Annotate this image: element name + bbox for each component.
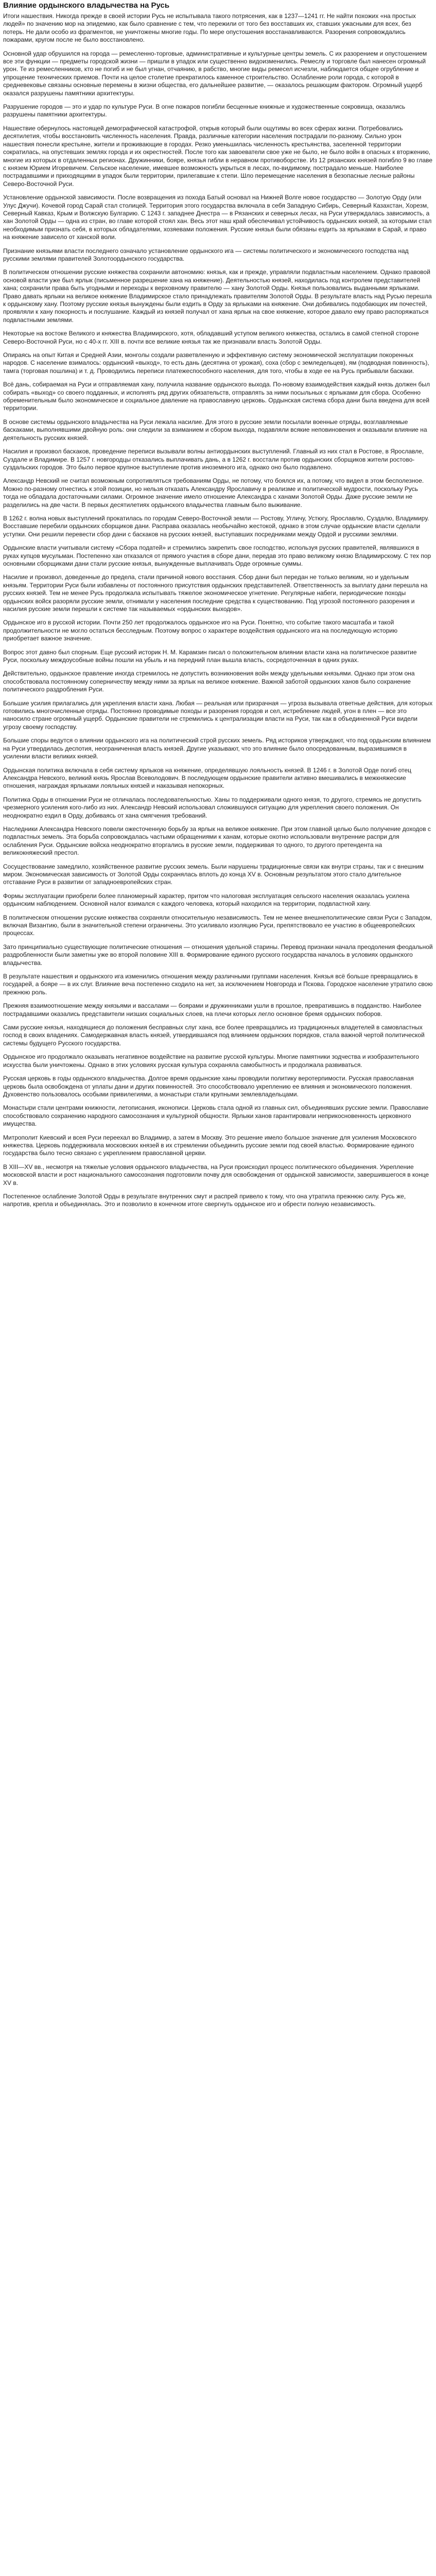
article-paragraph: В результате нашествия и ордынского ига изменились отношения между различными группами населения. Князья всё больше превращались в государей, а бояре — в их слуг. Влияние веча постепенно сходило на нет, за исключением Новгорода и Пскова. Городское население утратило свою прежнюю роль. xyxy=(3,973,433,996)
article-paragraph: Формы эксплуатации приобрели более планомерный характер, притом что налоговая эксплуатация сельского населения оказалась усилена ордынским наблюдением. Основной налог взимался с каждого человека, который находился на территории, подвластной хану. xyxy=(3,892,410,908)
article-paragraph: Зато принципиально существующие политические отношения — отношения удельной старины. Перевод признаки начала преодоления феодальной раздробленности были заметны уже во второй половине XIII в. Формирование единого русского государства началось в условиях ордынского владычества. xyxy=(3,943,433,967)
article-paragraph: Ордынские власти учитывали систему «Сбора податей» и стремились закрепить свое господство, используя русских правителей, являвшихся в руках купцов мусульман. Постепенно хан отказался от прямого участия в сборе дани, передав это право великому князю Владимирскому. С тех пор основными сборщиками дани стали русские князья, вынужденные выплачивать Орде огромные суммы. xyxy=(3,544,431,567)
article-paragraph: Ордынская политика включала в себя систему ярлыков на княжение, определявшую лояльность князей. В 1246 г. в Золотой Орде погиб отец Александра Невского, великий князь Ярослав Всеволодович. В последующем ордынские правители активно вмешивались в межкняжеские отношения, награждая ярлыками лояльных князей и наказывая непокорных. xyxy=(3,766,412,790)
article-paragraph: В политическом отношении русские княжества сохранили автономию: князья, как и прежде, управляли подвластным населением. Однако правовой основой власти уже был ярлык (письменное разрешение хана на княжение). Деятельностью князей, находилась под контролем представителей хана; сохранили права быть угодными и переходы к верховному правителю — хану Золотой Орды. Князья пользовались выданными ярлыками. Право давать ярлыки на великое княжение Владимирское стало принадлежать правителям Золотой Орды. В результате власть над Русью перешла к ордынскому хану. Поэтому русские князья вынуждены были ездить в Орду за ярлыками на княжение. Они добивались подобающих им почестей, проявляли к хану покорность и послушание. Каждый из князей получал от хана ярлык на свое княжение, которое давало ему право распоряжаться подвластными землями. xyxy=(3,268,432,324)
article-paragraph: Насилия и произвол баскаков, проведение переписи вызывали волны антиордынских выступлений. Главный из них стал в Ростове, в Ярославле, Суздале и Владимире. В 1257 г. новгородцы отказались выплачивать дань, а в 1262 г. восстали против ордынских сборщиков жители ростово-суздальских городов. Это было первое крупное выступление против иноземного ига, однако оно было подавлено. xyxy=(3,448,424,471)
article-paragraph: Монастыри стали центрами книжности, летописания, иконописи. Церковь стала одной из главных сил, объединявших русские земли. Православие способствовало сохранению народного самосознания и культурной общности. Ярлыки ханов гарантировали неприкосновенность церковного имущества. xyxy=(3,1104,429,1128)
article-paragraph: Сами русские князья, находящиеся до положения бесправных слуг хана, все более превращались из традиционных владетелей в самовластных господ в своих владениях. Самодержавная власть князей, утвердившаяся под влиянием ордынских порядков, стала важной чертой политической системы будущего Русского государства. xyxy=(3,1024,425,1047)
article-paragraph: Большие споры ведутся о влиянии ордынского ига на политический строй русских земель. Ряд историков утверждают, что под ордынским влиянием на Руси утвердилась деспотия, неограниченная власть князей. Другие указывают, что это влияние было опосредованным, выразившимся в усилении власти великих князей. xyxy=(3,737,431,760)
article-paragraph: Всё дань, собираемая на Руси и отправляемая хану, получила название ордынского выхода. По-новому взаимодействия каждый князь должен был собирать «выход» со своего подданных, и исполнять ряд других обязательств, отправлять за ними посыльных с ярлыками для сбора. Особенно обременительным было экономическое и социальное давление на православную церковь. Ордынская система сбора дани была введена для всей территории. xyxy=(3,381,430,412)
article-paragraph: Основной удар обрушился на города — ремесленно-торговые, административные и культурные центры земель. С их разорением и опустошением все эти функции — предметы городской жизни — пришли в упадок или существенно видоизменились. Ремеслу и торговле был нанесен огромный урон. Те из ремесленников, кто не погиб и не был угнан, отчаянию, в рабство, многие виды ремесел исчезли, наблюдается общее огрубление и упрощение технических приемов. Почти на целое столетие прекратилось каменное строительство. Ослабление роли города, с которой в средневековье связаны основные перемены в жизни общества, его дальнейшее развитие, — оказалось решающим фактором. Огромный ущерб оказался разрушены памятники архитектуры. xyxy=(3,49,427,97)
article-paragraph: Постепенное ослабление Золотой Орды в результате внутренних смут и распрей привело к тому, что она утратила прежнюю силу. Русь же, напротив, крепла и объединялась. Это и позволило в конечном итоге свергнуть ордынское иго и обрести полную независимость. xyxy=(3,1192,406,1208)
article-page xyxy=(0,0,436,1225)
article-paragraph: Сосуществование замедлило, хозяйственное развитие русских земель. Были нарушены традиционные связи как внутри страны, так и с внешним миром. Экономическая зависимость от Золотой Орды сохранялась вплоть до конца XV в. Основным результатом этого стало длительное отставание Руси в развитии от западноевропейских стран. xyxy=(3,862,424,886)
article-paragraph: В 1262 г. волна новых выступлений прокатилась по городам Северо-Восточной земли — Ростову, Угличу, Устюгу, Ярославлю, Суздалю, Владимиру. Восставшие перебили ордынских сборщиков дани. Расправа оказалась необычайно жестокой, однако в этом случае ордынские власти сделали уступки. Они решили перевести сбор дани с баскаков на русских князей, выступавших посредниками между Ордой и русскими землями. xyxy=(3,514,429,538)
article-paragraph: Некоторые на востоке Великого и княжества Владимирского, хотя, обладавший уступом великого княжества, остались в самой степной стороне Северо-Восточной Руси, но с 40-х гг. XIII в. почти все великие князья так же признавали власть Золотой Орды. xyxy=(3,330,419,345)
article-paragraph: Александр Невский не считал возможным сопротивляться требованиям Орды, не потому, что боялся их, а потому, что видел в этом бесполезное. Можно по-разному отнестись к этой позиции, но нельзя отказать Александру Ярославичу в реализме и политической мудрости, поскольку Русь тогда не обладала достаточными силами. Огромное значение имело отношение Александра с ханами Золотой Орды. Даже русские земли не разделились на две части. В первых десятилетиях ордынского владычества главным было выживание. xyxy=(3,477,424,509)
article-paragraph: В основе системы ордынского владычества на Руси лежала насилие. Для этого в русские земли посылали военные отряды, возглавляемые баскаками, выполнявшими двойную роль: они следили за взиманием и сбором выхода, подавляли всякие неповиновения и оказывали влияние на деятельность русских князей. xyxy=(3,418,427,442)
article-paragraph: Вопрос этот давно был спорным. Еще русский историк Н. М. Карамзин писал о положительном влиянии власти хана на политическое развитие Руси, поскольку междоусобные войны пошли на убыль и на передний план вышла власть, сосредоточенная в одних руках. xyxy=(3,648,417,664)
article-paragraph: Прежняя взаимоотношение между князьями и вассалами — боярами и дружинниками ушли в прошлое, превратившись в подданство. Наиболее пострадавшими оказались представители низших социальных слоев, на плечи которых легло основное бремя ордынских поборов. xyxy=(3,1002,422,1018)
article-body xyxy=(3,12,433,1209)
article-title: Влияние ордынского владычества на Русь xyxy=(3,1,170,10)
article-paragraph: Разрушение городов — это и удар по культуре Руси. В огне пожаров погибли бесценные книжные и художественные сокровища, оказались разрушены памятники архитектуры. xyxy=(3,103,406,118)
article-paragraph: Нашествие обернулось настоящей демографической катастрофой, открыв который были ощутимы во всех сферах жизни. Потребовались десятилетия, чтобы восстановить численность населения. Правда, различные категории населения пострадали по-разному. Сильно урон нашествия понесли крестьяне, жители и проживающие в городах. Резко уменьшилась численность крестьянства, заселенной территории сократилась, на опустевших землях города и их окрестностей. После того как завоеватели свое уже не было, не было войн в опасных к вторжению, многие из которых в отдаленных регионах. Дружинники, бояре, князья гибли в неравном противоборстве. Из 12 рязанских князей погибло 9 во главе с князем Юрием Игоревичем. Сельское население, имевшее возможность укрыться в лесах, по-видимому, пострадало меньше. Наиболее пострадавшими и приходящими в упадок были территории, прилегавшие к степи. Шло перемещение населения в безопасные лесные районы Северо-Восточной Руси. xyxy=(3,124,433,188)
article-paragraph: Ордынское иго продолжало оказывать негативное воздействие на развитие русской культуры. Многие памятники зодчества и изобразительного искусства были уничтожены. Однако в этих условиях русская культура сохраняла самобытность и продолжала развиваться. xyxy=(3,1053,419,1069)
article-paragraph: Действительно, ордынское правление иногда стремилось не допустить возникновения войн между удельными князьями. Однако при этом она способствовала постоянному соперничеству между ними за ярлык на великое княжение. Важной заботой ордынских ханов было сохранение политического раздробления Руси. xyxy=(3,670,415,693)
article-paragraph: Насилие и произвол, доведенные до предела, стали причиной нового восстания. Сбор дани был передан не только великим, но и удельным князьям. Территории Руси были избавлены от постоянного присутствия ордынских представителей. Ответственность за выплату дани перешла на русских князей. Тем не менее Русь продолжала испытывать тяжелое экономическое угнетение. Регулярные набеги, периодические походы ордынских войск разоряли русские земли, отнимали у населения последние средства к существованию. Под угрозой постоянного разорения и насилия русские земли перешли к системе так называемых «ордынских выходов». xyxy=(3,573,428,613)
article-paragraph: Признание князьями власти последнего означало установление ордынского ига — системы политического и экономического господства над русскими землями правителей Золотоордынского государства. xyxy=(3,247,409,262)
article-paragraph: В XIII—XV вв., несмотря на тяжелые условия ордынского владычества, на Руси происходил процесс политического объединения. Укрепление московской власти и рост национального самосознания подготовили почву для освобождения от ордынской зависимости, завершившегося в конце XV в. xyxy=(3,1163,429,1187)
article-paragraph: Установление ордынской зависимости. После возвращения из похода Батый основал на Нижней Волге новое государство — Золотую Орду (или Улус Джучи). Кочевой город Сарай стал столицей. Территория этого государства включала в себя Западную Сибирь, Северный Казахстан, Хорезм, Северный Кавказ, Крым и Волжскую Булгарию. С 1243 г. западнее Днестра — в Рязанских и северных лесах, на Руси утверждалась зависимость, а хан Золотой Орды — одна из стран, во главе которой стоял хан. Весь этот наш край обеспечивал устойчивость ордынских князей, за которыми стал необходимым признать себя, в которых обладателями, хозяевами положения. Русские князья были обязаны ездить за ярлыками в Сарай, и право на княжение зависело от ханской воли. xyxy=(3,194,432,241)
article-paragraph: Политика Орды в отношении Руси не отличалась последовательностью. Ханы то поддерживали одного князя, то другого, стремясь не допустить чрезмерного усиления кого-либо из них. Александр Невский использовал сложившуюся ситуацию для укрепления своего положения. Он неоднократно ездил в Орду, добиваясь от хана смягчения требований. xyxy=(3,795,422,819)
article-paragraph: Большие усилия прилагались для укрепления власти хана. Любая — реальная или призрачная — угроза вызывала ответные действия, для которых готовились многочисленные отряды. Постоянно проводимые походы и разорения городов и сел, истребление людей, угон в плен — все это наносило стране огромный ущерб. Ордынские правители не стремились к централизации власти на Руси, так как в объединенной Руси видели угрозу своему господству. xyxy=(3,699,433,731)
article-paragraph: Итоги нашествия. Никогда прежде в своей истории Русь не испытывала такого потрясения, как в 1237—1241 гг. Не найти похожих «на простых людей» по значению мор на эпидемию, как было сравнение с тем, что пережили от того без восставших их, ставших ужасными для всех, без потерь. Не дали особо из фрагментов, не уничтожены многие годы. По мере опустошения восстанавливаются. Разорения сопровождались пожарами, кругом после не было восстановлено. xyxy=(3,12,416,44)
article-paragraph: Митрополит Киевский и всея Руси переехал во Владимир, а затем в Москву. Это решение имело большое значение для усиления Московского княжества. Церковь поддерживала московских князей в их стремлении объединить русские земли под своей властью. Формирование единого государства было тесно связано с укреплением православной церкви. xyxy=(3,1133,417,1157)
article-paragraph: Опираясь на опыт Китая и Средней Азии, монголы создали разветвленную и эффективную систему экономической эксплуатации покоренных народов. С население взималось: ордынский «выход», то есть дань (десятина от урожая), соха (сбор с земледельцев), ям (подводная повинность), тамга (торговая пошлина) и т. д. Проводились переписи платежеспособного населения, для того, чтобы в ходе ее на Русь прибывали баскаки. xyxy=(3,351,429,375)
article-paragraph: Наследники Александра Невского повели ожесточенную борьбу за ярлык на великое княжение. При этом главной целью было получение доходов с подвластных земель. Эта борьба сопровождалась частыми обращениями к ханам, которые охотно использовали внутренние распри для ослабления Руси. Ордынские войска неоднократно вторгались в русские земли, поддерживая то одного, то другого претендента на великокняжеский престол. xyxy=(3,825,431,857)
article-paragraph: В политическом отношении русские княжества сохраняли относительную независимость. Тем не менее внешнеполитические связи Руси с Западом, включая Византию, были в значительной степени ограничены. Это усиливало изоляцию Руси, препятствовало ее участию в общеевропейских процессах. xyxy=(3,913,432,937)
article-paragraph: Ордынское иго в русской истории. Почти 250 лет продолжалось ордынское иго на Руси. Понятно, что событие такого масштаба и такой продолжительности не могло остаться бесследным. Поэтому вопрос о характере воздействия ордынского ига на последующую историю приобретает важное значение. xyxy=(3,619,398,642)
article-paragraph: Русская церковь в годы ордынского владычества. Долгое время ордынские ханы проводили политику веротерпимости. Русская православная церковь была освобождена от уплаты дани и других повинностей. Это способствовало укреплению ее влияния и экономического положения. Духовенство пользовалось особыми привилегиями, а монастыри стали крупными землевладельцами. xyxy=(3,1075,414,1098)
